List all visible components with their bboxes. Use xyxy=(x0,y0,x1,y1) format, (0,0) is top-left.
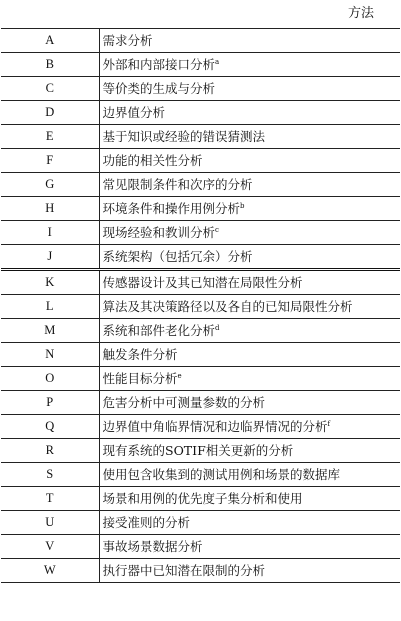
method-text: 执行器中已知潜在限制的分析 xyxy=(102,563,266,578)
footnote-marker: d xyxy=(215,323,220,332)
table-row xyxy=(1,29,400,53)
row-code-cell: D xyxy=(1,101,99,125)
row-method-cell xyxy=(99,197,400,221)
row-code-cell: E xyxy=(1,125,99,149)
row-method-cell xyxy=(99,270,400,295)
table-row xyxy=(1,125,400,149)
row-method-cell xyxy=(99,367,400,391)
row-method-cell xyxy=(99,173,400,197)
table-row xyxy=(1,487,400,511)
row-method-cell xyxy=(99,29,400,53)
row-code-cell: H xyxy=(1,197,99,221)
method-text: 接受准则的分析 xyxy=(102,515,191,530)
table-row xyxy=(1,511,400,535)
row-method-cell xyxy=(99,221,400,245)
row-code-cell: U xyxy=(1,511,99,535)
method-text: 等价类的生成与分析 xyxy=(102,81,216,96)
method-text: 环境条件和操作用例分析 xyxy=(102,201,241,216)
method-text: 需求分析 xyxy=(102,33,153,48)
row-code-cell: N xyxy=(1,343,99,367)
row-code-cell: B xyxy=(1,53,99,77)
row-method-cell xyxy=(99,391,400,415)
method-text: 现场经验和教训分析 xyxy=(102,225,216,240)
row-code-cell: W xyxy=(1,559,99,583)
methods-table-body xyxy=(1,0,400,583)
row-method-cell xyxy=(99,101,400,125)
row-code-cell: I xyxy=(1,221,99,245)
table-row xyxy=(1,559,400,583)
row-code-cell: G xyxy=(1,173,99,197)
method-text: 危害分析中可测量参数的分析 xyxy=(102,395,266,410)
row-method-cell xyxy=(99,559,400,583)
row-method-cell xyxy=(99,487,400,511)
method-text: 性能目标分析 xyxy=(102,371,178,386)
row-code-cell: L xyxy=(1,295,99,319)
table-row xyxy=(1,295,400,319)
footnote-marker: c xyxy=(215,225,219,234)
table-row xyxy=(1,245,400,270)
header-code-cell xyxy=(1,0,99,29)
row-code-cell: S xyxy=(1,463,99,487)
table-header-row xyxy=(1,0,400,29)
row-code-cell: Q xyxy=(1,415,99,439)
footnote-marker: e xyxy=(177,371,182,380)
header-method-cell: 方法 xyxy=(99,0,400,29)
method-text: 场景和用例的优先度子集分析和使用 xyxy=(102,491,303,506)
method-text: 现有系统的SOTIF相关更新的分析 xyxy=(102,443,294,458)
row-code-cell: C xyxy=(1,77,99,101)
method-text: 算法及其决策路径以及各自的已知局限性分析 xyxy=(102,299,353,314)
row-method-cell xyxy=(99,125,400,149)
method-text: 传感器设计及其已知潜在局限性分析 xyxy=(102,275,303,290)
row-method-cell xyxy=(99,463,400,487)
row-code-cell: R xyxy=(1,439,99,463)
row-method-cell xyxy=(99,245,400,270)
row-code-cell: O xyxy=(1,367,99,391)
method-text: 系统和部件老化分析 xyxy=(102,323,216,338)
row-method-cell xyxy=(99,295,400,319)
row-code-cell: T xyxy=(1,487,99,511)
row-method-cell xyxy=(99,439,400,463)
footnote-marker: b xyxy=(240,201,245,210)
row-method-cell xyxy=(99,319,400,343)
footnote-marker: a xyxy=(215,57,220,66)
row-code-cell: K xyxy=(1,270,99,295)
row-method-cell xyxy=(99,511,400,535)
row-method-cell xyxy=(99,343,400,367)
table-row xyxy=(1,221,400,245)
method-text: 使用包含收集到的测试用例和场景的数据库 xyxy=(102,467,341,482)
row-code-cell: J xyxy=(1,245,99,270)
footnote-marker: f xyxy=(327,419,331,428)
table-row xyxy=(1,319,400,343)
method-text: 功能的相关性分析 xyxy=(102,153,203,168)
method-text: 边界值中角临界情况和边临界情况的分析 xyxy=(102,419,328,434)
table-row xyxy=(1,439,400,463)
table-row xyxy=(1,535,400,559)
table-row xyxy=(1,415,400,439)
method-text: 系统架构（包括冗余）分析 xyxy=(102,249,253,264)
method-text: 基于知识或经验的错误猜测法 xyxy=(102,129,266,144)
methods-table xyxy=(1,0,400,583)
table-row xyxy=(1,391,400,415)
table-row xyxy=(1,173,400,197)
table-row xyxy=(1,367,400,391)
method-text: 触发条件分析 xyxy=(102,347,178,362)
row-code-cell: A xyxy=(1,29,99,53)
method-text: 边界值分析 xyxy=(102,105,166,120)
method-text: 事故场景数据分析 xyxy=(102,539,203,554)
row-code-cell: M xyxy=(1,319,99,343)
row-method-cell xyxy=(99,53,400,77)
row-code-cell: F xyxy=(1,149,99,173)
table-row xyxy=(1,463,400,487)
table-row xyxy=(1,343,400,367)
row-method-cell xyxy=(99,77,400,101)
method-text: 外部和内部接口分析 xyxy=(102,57,216,72)
table-row xyxy=(1,197,400,221)
row-method-cell xyxy=(99,535,400,559)
row-method-cell xyxy=(99,149,400,173)
table-row xyxy=(1,101,400,125)
row-method-cell xyxy=(99,415,400,439)
method-text: 常见限制条件和次序的分析 xyxy=(102,177,253,192)
row-code-cell: V xyxy=(1,535,99,559)
row-code-cell: P xyxy=(1,391,99,415)
table-row xyxy=(1,77,400,101)
table-row xyxy=(1,270,400,295)
table-row xyxy=(1,149,400,173)
table-row xyxy=(1,53,400,77)
